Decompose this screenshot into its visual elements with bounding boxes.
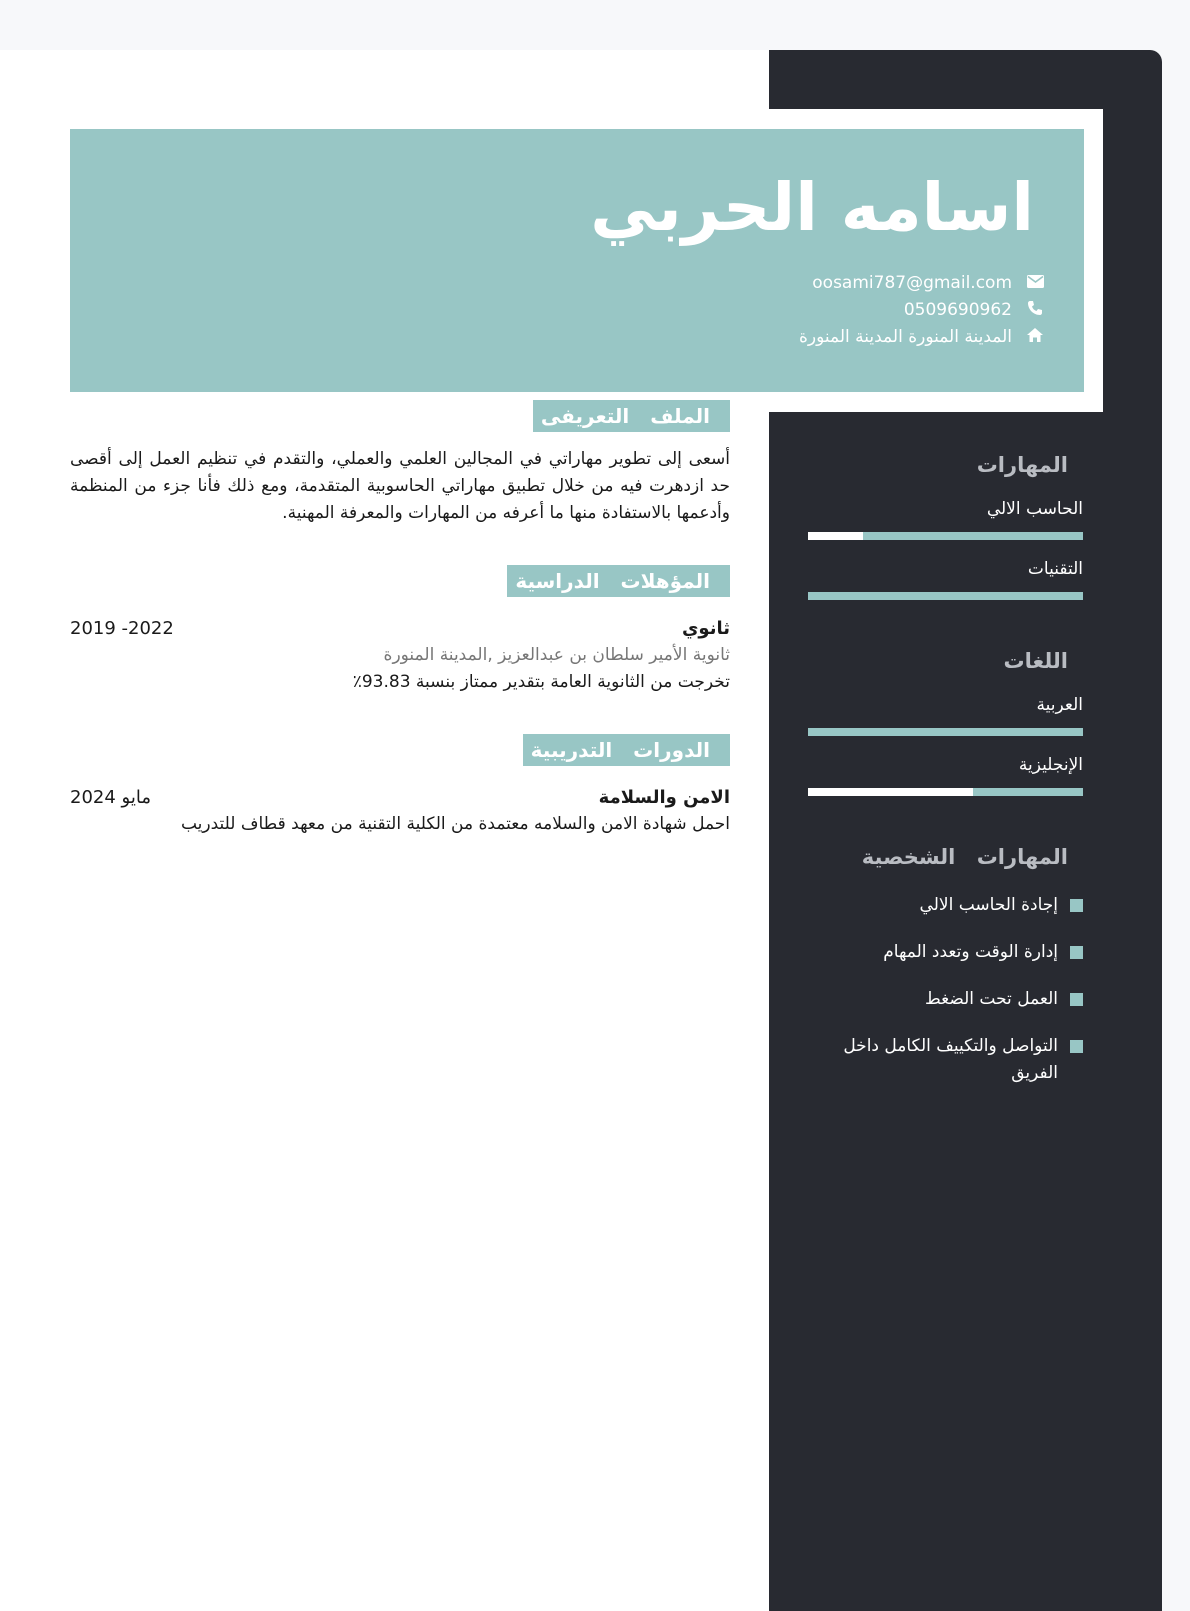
- profile-section: [70, 400, 730, 527]
- language-bar-fill: [808, 788, 973, 796]
- language-bar: [808, 788, 1083, 796]
- contact-address: [799, 323, 1046, 350]
- personal-skills-title: المهارات الشخصية: [861, 845, 1068, 869]
- personal-skills-section: [808, 842, 1083, 1087]
- course-desc: احمل شهادة الامن والسلامه معتمدة من الكلية التقنية من معهد قطاف للتدريب: [180, 814, 730, 834]
- contact-list: [799, 269, 1046, 350]
- education-school: ثانوية الأمير سلطان بن عبدالعزيز ,المدينة المنورة: [383, 645, 730, 665]
- language-bar: [808, 728, 1083, 736]
- education-entry: [70, 615, 730, 696]
- skills-section: [808, 450, 1083, 600]
- square-bullet-icon: [1070, 993, 1083, 1006]
- skill-bar: [808, 592, 1083, 600]
- address-text: المدينة المنورة المدينة المنورة: [799, 326, 1012, 347]
- courses-title: الدورات التدريبية: [523, 734, 730, 766]
- person-name: اسامه الحربي: [590, 169, 1034, 246]
- skill-label: الحاسب الالي: [986, 499, 1083, 519]
- skills-title: المهارات: [976, 453, 1068, 477]
- header: [70, 129, 1084, 392]
- main-column: [70, 400, 730, 838]
- skill-bar: [808, 532, 1083, 540]
- course-title: الامن والسلامة: [598, 787, 730, 808]
- sidebar-content: [808, 450, 1083, 1107]
- skill-label: التقنيات: [1027, 559, 1083, 579]
- personal-skills-list: [808, 892, 1083, 1087]
- skill-bar-fill: [808, 532, 863, 540]
- square-bullet-icon: [1070, 946, 1083, 959]
- home-icon: [1024, 327, 1046, 347]
- list-item: التواصل والتكييف الكامل داخل الفريق: [808, 1033, 1083, 1087]
- contact-email[interactable]: [799, 269, 1046, 296]
- email-text: oosami787@gmail.com: [812, 272, 1012, 293]
- list-item: العمل تحت الضغط: [808, 986, 1083, 1013]
- education-desc: تخرجت من الثانوية العامة بتقدير ممتاز بنسبة 93.83٪: [352, 672, 730, 692]
- education-section: [70, 565, 730, 696]
- course-entry: [70, 784, 730, 838]
- list-item: إجادة الحاسب الالي: [808, 892, 1083, 919]
- course-date: مايو 2024: [70, 787, 151, 808]
- list-item: إدارة الوقت وتعدد المهام: [808, 939, 1083, 966]
- education-title: المؤهلات الدراسية: [507, 565, 730, 597]
- languages-section: [808, 646, 1083, 796]
- phone-text: 0509690962: [903, 299, 1012, 320]
- contact-phone[interactable]: [799, 296, 1046, 323]
- language-label: الإنجليزية: [1018, 755, 1083, 775]
- courses-section: [70, 734, 730, 838]
- education-degree: ثانوي: [681, 618, 730, 639]
- square-bullet-icon: [1070, 1040, 1083, 1053]
- languages-title: اللغات: [1003, 649, 1068, 673]
- square-bullet-icon: [1070, 899, 1083, 912]
- education-date: 2019 -2022: [70, 618, 174, 639]
- envelope-icon: [1024, 274, 1046, 292]
- phone-icon: [1024, 300, 1046, 320]
- profile-title: الملف التعريفى: [533, 400, 730, 432]
- profile-text: أسعى إلى تطوير مهاراتي في المجالين العلمي والعملي، والتقدم في تنظيم العمل إلى أقصى حد ازدهرت فيه من خلال تطبيق مهاراتي الحاسوبية المتقدمة، ومع ذلك فأنا جزء من المنظمة وأدعمها بالاستفادة منها ما أعرفه من المهارات والمعرفة المهنية.: [70, 449, 730, 523]
- language-label: العربية: [1036, 695, 1083, 715]
